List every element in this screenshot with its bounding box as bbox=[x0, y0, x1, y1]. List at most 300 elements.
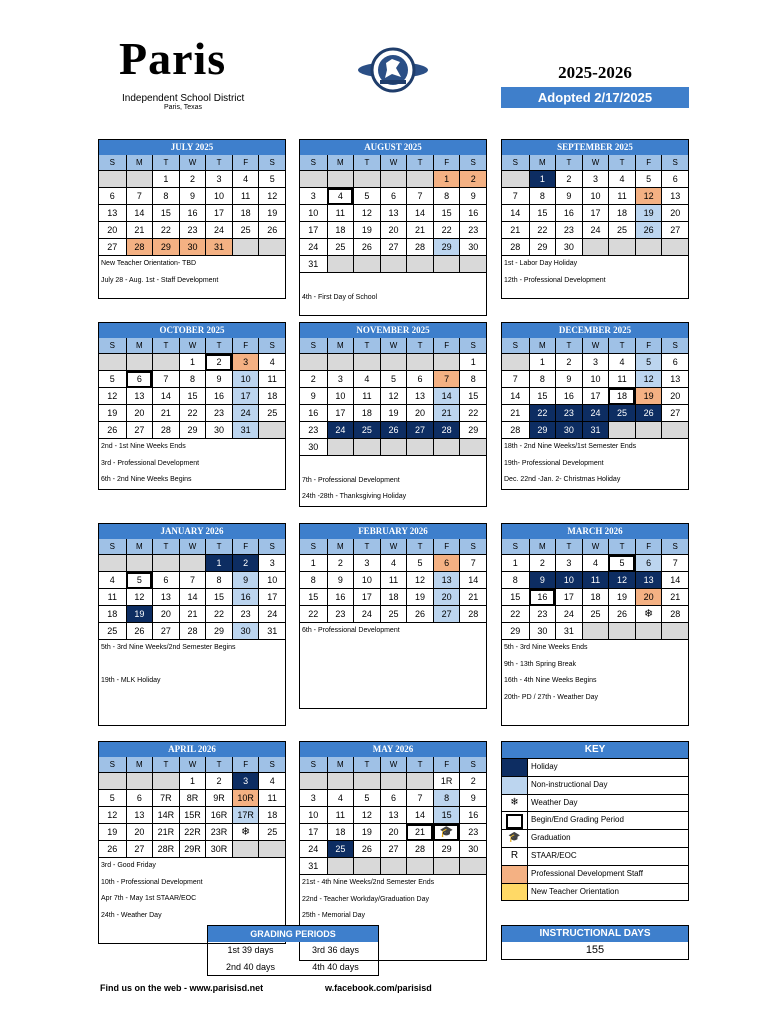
month-notes bbox=[99, 640, 285, 725]
day-cell: 22R bbox=[179, 824, 206, 841]
day-cell: 8 bbox=[529, 371, 556, 388]
empty-day-cell bbox=[99, 354, 126, 371]
day-cell: 20 bbox=[380, 824, 407, 841]
key-label: Begin/End Grading Period bbox=[531, 815, 624, 825]
district-seal-icon bbox=[356, 44, 430, 96]
day-cell: 13 bbox=[380, 205, 407, 222]
day-of-week-header: W bbox=[380, 757, 407, 773]
day-cell: 11 bbox=[258, 790, 285, 807]
graduation-cap-icon: 🎓 bbox=[502, 830, 528, 847]
day-cell: 1 bbox=[459, 354, 486, 371]
empty-day-cell bbox=[99, 171, 126, 188]
month-note bbox=[302, 273, 486, 290]
day-of-week-header: M bbox=[327, 539, 354, 555]
grading-row bbox=[208, 959, 378, 976]
day-cell: 16 bbox=[327, 589, 354, 606]
day-cell: 23 bbox=[205, 405, 232, 422]
day-cell: 22 bbox=[529, 405, 556, 422]
day-cell: 30 bbox=[555, 422, 582, 439]
day-cell: 3 bbox=[353, 555, 380, 572]
month-grid bbox=[99, 539, 285, 640]
day-cell: 9 bbox=[179, 188, 206, 205]
day-cell: 29 bbox=[179, 422, 206, 439]
day-cell: 2 bbox=[555, 354, 582, 371]
month-calendar bbox=[98, 139, 286, 299]
facebook-link[interactable]: w.facebook.com/parisisd bbox=[325, 983, 432, 993]
day-cell: 3 bbox=[582, 171, 609, 188]
day-of-week-header: T bbox=[608, 155, 635, 171]
empty-day-cell bbox=[327, 354, 354, 371]
day-of-week-header: T bbox=[205, 539, 232, 555]
day-of-week-header: F bbox=[433, 757, 460, 773]
day-of-week-header: W bbox=[380, 539, 407, 555]
day-cell: 3 bbox=[300, 188, 327, 205]
day-cell: 27 bbox=[380, 841, 407, 858]
day-cell: 8 bbox=[205, 572, 232, 589]
day-cell: 19 bbox=[406, 589, 433, 606]
day-of-week-header: T bbox=[152, 155, 179, 171]
day-cell: 26 bbox=[258, 222, 285, 239]
day-cell: 4 bbox=[327, 790, 354, 807]
day-of-week-header: M bbox=[529, 155, 556, 171]
day-cell: 18 bbox=[327, 222, 354, 239]
day-of-week-header: F bbox=[232, 338, 259, 354]
day-of-week-header: S bbox=[502, 155, 529, 171]
day-cell: 12 bbox=[99, 807, 126, 824]
day-cell: 4 bbox=[327, 188, 354, 205]
day-cell: 13 bbox=[99, 205, 126, 222]
empty-day-cell bbox=[380, 171, 407, 188]
day-cell: 5 bbox=[380, 371, 407, 388]
day-cell: 24 bbox=[327, 422, 354, 439]
key-label: Holiday bbox=[531, 762, 558, 771]
day-of-week-header: T bbox=[406, 155, 433, 171]
day-cell: 7 bbox=[661, 555, 688, 572]
day-cell: 23 bbox=[529, 606, 556, 623]
day-cell: 2 bbox=[300, 371, 327, 388]
day-cell: 18 bbox=[582, 589, 609, 606]
day-cell: 5 bbox=[635, 171, 662, 188]
day-cell: 3 bbox=[300, 790, 327, 807]
day-cell: 9R bbox=[205, 790, 232, 807]
day-cell: 13 bbox=[406, 388, 433, 405]
month-notes bbox=[502, 640, 688, 725]
day-of-week-header: T bbox=[353, 155, 380, 171]
day-cell: 23 bbox=[459, 824, 486, 841]
day-cell: 27 bbox=[99, 239, 126, 256]
day-cell: 7 bbox=[433, 371, 460, 388]
empty-day-cell bbox=[608, 239, 635, 256]
month-title: JANUARY 2026 bbox=[99, 524, 285, 539]
day-cell: 31 bbox=[205, 239, 232, 256]
day-cell: 26 bbox=[608, 606, 635, 623]
empty-day-cell bbox=[380, 354, 407, 371]
day-cell: 28 bbox=[406, 239, 433, 256]
grading-periods-table bbox=[207, 925, 379, 976]
day-cell: 21 bbox=[502, 405, 529, 422]
day-cell: 19 bbox=[635, 205, 662, 222]
day-cell: 31 bbox=[555, 623, 582, 640]
day-cell: 25 bbox=[232, 222, 259, 239]
day-cell: 16 bbox=[179, 205, 206, 222]
day-cell: 10 bbox=[582, 371, 609, 388]
day-cell: 29 bbox=[433, 239, 460, 256]
day-cell: 6 bbox=[380, 790, 407, 807]
day-cell: 15 bbox=[433, 205, 460, 222]
day-of-week-header: M bbox=[529, 338, 556, 354]
month-calendar bbox=[299, 139, 487, 316]
day-cell: 13 bbox=[152, 589, 179, 606]
month-title: MARCH 2026 bbox=[502, 524, 688, 539]
day-cell: 21 bbox=[406, 824, 433, 841]
day-of-week-header: W bbox=[380, 155, 407, 171]
day-cell: 6 bbox=[635, 555, 662, 572]
border-swatch bbox=[502, 812, 528, 829]
month-title: SEPTEMBER 2025 bbox=[502, 140, 688, 155]
day-cell: 15 bbox=[205, 589, 232, 606]
day-cell: 19 bbox=[608, 589, 635, 606]
day-of-week-header: S bbox=[300, 539, 327, 555]
day-cell: 1 bbox=[179, 773, 206, 790]
day-cell: 8 bbox=[459, 371, 486, 388]
day-cell: 20 bbox=[406, 405, 433, 422]
day-cell: 28R bbox=[152, 841, 179, 858]
day-cell: 2 bbox=[529, 555, 556, 572]
month-note: New Teacher Orientation- TBD bbox=[101, 260, 197, 267]
day-cell: 3 bbox=[555, 555, 582, 572]
grading-cell: 1st 39 days bbox=[227, 945, 274, 955]
day-cell: 6 bbox=[406, 371, 433, 388]
day-cell: 26 bbox=[635, 405, 662, 422]
day-cell: 10 bbox=[353, 572, 380, 589]
day-cell: 1 bbox=[502, 555, 529, 572]
district-logo-wordmark: Paris bbox=[119, 33, 227, 84]
day-cell: 25 bbox=[327, 841, 354, 858]
day-cell: 30 bbox=[300, 439, 327, 456]
day-cell: 6 bbox=[126, 371, 153, 388]
day-cell: 23 bbox=[327, 606, 354, 623]
day-cell: 6 bbox=[433, 555, 460, 572]
empty-day-cell bbox=[502, 171, 529, 188]
day-cell: 22 bbox=[152, 222, 179, 239]
day-cell: 17 bbox=[582, 388, 609, 405]
day-cell: 21 bbox=[661, 589, 688, 606]
day-cell: 17 bbox=[300, 824, 327, 841]
day-cell: 10 bbox=[258, 572, 285, 589]
district-full-name: Independent School District bbox=[122, 93, 245, 104]
day-cell: 12 bbox=[635, 188, 662, 205]
grading-row bbox=[208, 942, 378, 959]
day-cell: 18 bbox=[380, 589, 407, 606]
day-cell: 15 bbox=[300, 589, 327, 606]
day-cell: 20 bbox=[635, 589, 662, 606]
day-cell: 12 bbox=[608, 572, 635, 589]
day-cell: 26 bbox=[353, 841, 380, 858]
day-cell: 19 bbox=[99, 824, 126, 841]
day-cell: 14 bbox=[126, 205, 153, 222]
day-cell: 12 bbox=[126, 589, 153, 606]
day-cell: 13 bbox=[126, 388, 153, 405]
day-cell: 3 bbox=[232, 354, 259, 371]
month-calendar bbox=[299, 322, 487, 507]
day-of-week-header: T bbox=[353, 539, 380, 555]
day-cell: 15R bbox=[179, 807, 206, 824]
day-of-week-header: T bbox=[555, 338, 582, 354]
month-note: 6th - Professional Development bbox=[302, 627, 400, 634]
day-cell: 20 bbox=[152, 606, 179, 623]
day-of-week-header: W bbox=[179, 338, 206, 354]
empty-day-cell bbox=[582, 239, 609, 256]
day-cell: 19 bbox=[353, 824, 380, 841]
day-cell: 10 bbox=[327, 388, 354, 405]
day-of-week-header: S bbox=[459, 155, 486, 171]
month-grid bbox=[502, 155, 688, 256]
day-cell: 22 bbox=[300, 606, 327, 623]
day-cell: 11 bbox=[327, 205, 354, 222]
day-cell: 9 bbox=[232, 572, 259, 589]
day-of-week-header: W bbox=[179, 539, 206, 555]
day-cell: 5 bbox=[635, 354, 662, 371]
day-cell: 1R bbox=[433, 773, 460, 790]
day-cell: 17 bbox=[205, 205, 232, 222]
day-cell: 30R bbox=[205, 841, 232, 858]
day-cell: 30 bbox=[459, 841, 486, 858]
day-cell: 18 bbox=[608, 388, 635, 405]
day-cell: 30 bbox=[529, 623, 556, 640]
day-of-week-header: S bbox=[459, 338, 486, 354]
day-cell: 4 bbox=[258, 354, 285, 371]
grading-cell: 2nd 40 days bbox=[225, 961, 276, 972]
empty-day-cell bbox=[406, 171, 433, 188]
month-note: 12th - Professional Development bbox=[504, 276, 606, 284]
day-of-week-header: W bbox=[582, 539, 609, 555]
day-cell: 17 bbox=[300, 222, 327, 239]
day-cell: 2 bbox=[459, 773, 486, 790]
day-cell bbox=[232, 824, 259, 841]
empty-day-cell bbox=[406, 256, 433, 273]
day-cell: 10 bbox=[232, 371, 259, 388]
day-cell: 15 bbox=[152, 205, 179, 222]
day-cell: 6 bbox=[152, 572, 179, 589]
day-cell: 6 bbox=[126, 790, 153, 807]
day-cell: 15 bbox=[459, 388, 486, 405]
day-cell: 30 bbox=[205, 422, 232, 439]
day-cell: 1 bbox=[433, 171, 460, 188]
day-cell: 29 bbox=[459, 422, 486, 439]
day-cell: 18 bbox=[258, 388, 285, 405]
empty-day-cell bbox=[152, 555, 179, 572]
day-cell: 18 bbox=[353, 405, 380, 422]
day-cell: 15 bbox=[433, 807, 460, 824]
day-of-week-header: S bbox=[99, 338, 126, 354]
day-cell: 2 bbox=[555, 171, 582, 188]
day-cell: 24 bbox=[300, 841, 327, 858]
day-cell: 24 bbox=[205, 222, 232, 239]
day-cell: 4 bbox=[380, 555, 407, 572]
day-cell: 24 bbox=[258, 606, 285, 623]
empty-day-cell bbox=[380, 773, 407, 790]
grading-cell: 3rd 36 days bbox=[311, 945, 360, 955]
day-cell: 7 bbox=[406, 188, 433, 205]
day-cell: 1 bbox=[529, 354, 556, 371]
empty-day-cell bbox=[179, 555, 206, 572]
day-of-week-header: F bbox=[433, 155, 460, 171]
month-note: 21st - 4th Nine Weeks/2nd Semester Ends bbox=[302, 879, 435, 886]
month-calendar bbox=[299, 523, 487, 709]
day-cell: 28 bbox=[179, 623, 206, 640]
day-cell: 28 bbox=[152, 422, 179, 439]
school-year: 2025-2026 bbox=[558, 63, 632, 82]
empty-day-cell bbox=[327, 773, 354, 790]
day-cell: 25 bbox=[258, 405, 285, 422]
day-of-week-header: F bbox=[232, 539, 259, 555]
holiday-swatch bbox=[502, 759, 528, 776]
website-link[interactable]: Find us on the web - www.parisisd.net bbox=[100, 983, 264, 993]
key-label: Professional Development Staff bbox=[531, 868, 643, 878]
day-cell: 8 bbox=[433, 188, 460, 205]
day-cell: 9 bbox=[555, 188, 582, 205]
grading-cell: 4th 40 days bbox=[312, 961, 359, 972]
day-cell: 27 bbox=[661, 405, 688, 422]
day-cell: 30 bbox=[459, 239, 486, 256]
day-cell: 14 bbox=[179, 589, 206, 606]
day-cell: 18 bbox=[258, 807, 285, 824]
empty-day-cell bbox=[635, 422, 662, 439]
day-of-week-header: F bbox=[635, 539, 662, 555]
empty-day-cell bbox=[99, 555, 126, 572]
month-calendar bbox=[501, 139, 689, 299]
day-cell: 25 bbox=[353, 422, 380, 439]
day-cell: 13 bbox=[126, 807, 153, 824]
month-note: 2nd - 1st Nine Weeks Ends bbox=[101, 443, 186, 450]
month-title: AUGUST 2025 bbox=[300, 140, 486, 155]
day-cell: 29 bbox=[502, 623, 529, 640]
month-notes bbox=[502, 256, 688, 298]
day-cell: 3 bbox=[582, 354, 609, 371]
day-cell bbox=[433, 824, 460, 841]
day-cell: 3 bbox=[258, 555, 285, 572]
day-cell: 26 bbox=[380, 422, 407, 439]
day-cell: 20 bbox=[433, 589, 460, 606]
day-cell: 5 bbox=[406, 555, 433, 572]
day-cell: 10 bbox=[555, 572, 582, 589]
day-cell: 29 bbox=[152, 239, 179, 256]
month-note: 5th - 3rd Nine Weeks Ends bbox=[504, 644, 588, 651]
month-title: NOVEMBER 2025 bbox=[300, 323, 486, 338]
empty-day-cell bbox=[353, 439, 380, 456]
day-cell: 29 bbox=[529, 239, 556, 256]
day-of-week-header: T bbox=[353, 757, 380, 773]
month-note: July 28 - Aug. 1st - Staff Development bbox=[101, 276, 219, 284]
day-cell: 16 bbox=[300, 405, 327, 422]
day-cell: 5 bbox=[258, 171, 285, 188]
day-cell: 10R bbox=[232, 790, 259, 807]
day-cell: 19 bbox=[99, 405, 126, 422]
empty-day-cell bbox=[635, 623, 662, 640]
day-cell: 21 bbox=[152, 405, 179, 422]
day-cell: 3 bbox=[205, 171, 232, 188]
day-cell: 13 bbox=[661, 188, 688, 205]
day-cell: 31 bbox=[300, 858, 327, 875]
month-note: Apr 7th - May 1st STAAR/EOC bbox=[101, 895, 197, 902]
day-cell: 8 bbox=[179, 371, 206, 388]
day-cell: 2 bbox=[205, 354, 232, 371]
empty-day-cell bbox=[608, 623, 635, 640]
day-cell: 11 bbox=[232, 188, 259, 205]
key-row bbox=[502, 776, 688, 794]
day-cell: 16 bbox=[529, 589, 556, 606]
noninstr-swatch bbox=[502, 777, 528, 794]
day-cell: 27 bbox=[152, 623, 179, 640]
day-cell: 14 bbox=[502, 205, 529, 222]
day-cell: 31 bbox=[582, 422, 609, 439]
day-cell: 18 bbox=[608, 205, 635, 222]
day-cell: 1 bbox=[205, 555, 232, 572]
day-of-week-header: M bbox=[126, 155, 153, 171]
day-cell: 13 bbox=[380, 807, 407, 824]
day-of-week-header: M bbox=[529, 539, 556, 555]
day-cell: 13 bbox=[433, 572, 460, 589]
empty-day-cell bbox=[327, 439, 354, 456]
day-cell: 2 bbox=[205, 773, 232, 790]
day-cell: 25 bbox=[582, 606, 609, 623]
day-cell: 20 bbox=[661, 388, 688, 405]
day-of-week-header: T bbox=[353, 338, 380, 354]
day-cell: 6 bbox=[99, 188, 126, 205]
key-legend bbox=[501, 741, 689, 901]
empty-day-cell bbox=[406, 354, 433, 371]
day-cell: 24 bbox=[232, 405, 259, 422]
day-cell: 19 bbox=[258, 205, 285, 222]
month-note: 7th - Professional Development bbox=[302, 476, 400, 484]
day-cell: 15 bbox=[529, 205, 556, 222]
month-note: 19th - MLK Holiday bbox=[101, 677, 161, 684]
day-of-week-header: W bbox=[179, 757, 206, 773]
day-of-week-header: S bbox=[300, 757, 327, 773]
key-label: New Teacher Orientation bbox=[531, 886, 619, 896]
day-cell: 20 bbox=[99, 222, 126, 239]
day-of-week-header: W bbox=[582, 338, 609, 354]
day-cell: 8 bbox=[502, 572, 529, 589]
day-cell: 26 bbox=[635, 222, 662, 239]
empty-day-cell bbox=[380, 858, 407, 875]
empty-day-cell bbox=[152, 773, 179, 790]
day-cell: 22 bbox=[205, 606, 232, 623]
day-cell: 14 bbox=[406, 205, 433, 222]
day-cell: 12 bbox=[353, 205, 380, 222]
day-cell: 16 bbox=[459, 807, 486, 824]
day-cell: 12 bbox=[258, 188, 285, 205]
empty-day-cell bbox=[99, 773, 126, 790]
day-cell: 12 bbox=[406, 572, 433, 589]
day-cell: 13 bbox=[661, 371, 688, 388]
day-cell: 4 bbox=[582, 555, 609, 572]
snowflake-icon: ❄ bbox=[644, 608, 654, 620]
day-of-week-header: T bbox=[205, 338, 232, 354]
month-title: APRIL 2026 bbox=[99, 742, 285, 757]
month-calendar bbox=[98, 741, 286, 944]
day-of-week-header: S bbox=[258, 539, 285, 555]
day-of-week-header: S bbox=[459, 757, 486, 773]
month-title: OCTOBER 2025 bbox=[99, 323, 285, 338]
day-cell: 19 bbox=[380, 405, 407, 422]
empty-day-cell bbox=[459, 439, 486, 456]
day-of-week-header: S bbox=[99, 539, 126, 555]
day-cell: 20 bbox=[126, 824, 153, 841]
day-cell: 18 bbox=[232, 205, 259, 222]
day-of-week-header: F bbox=[433, 539, 460, 555]
day-cell: 14 bbox=[459, 572, 486, 589]
